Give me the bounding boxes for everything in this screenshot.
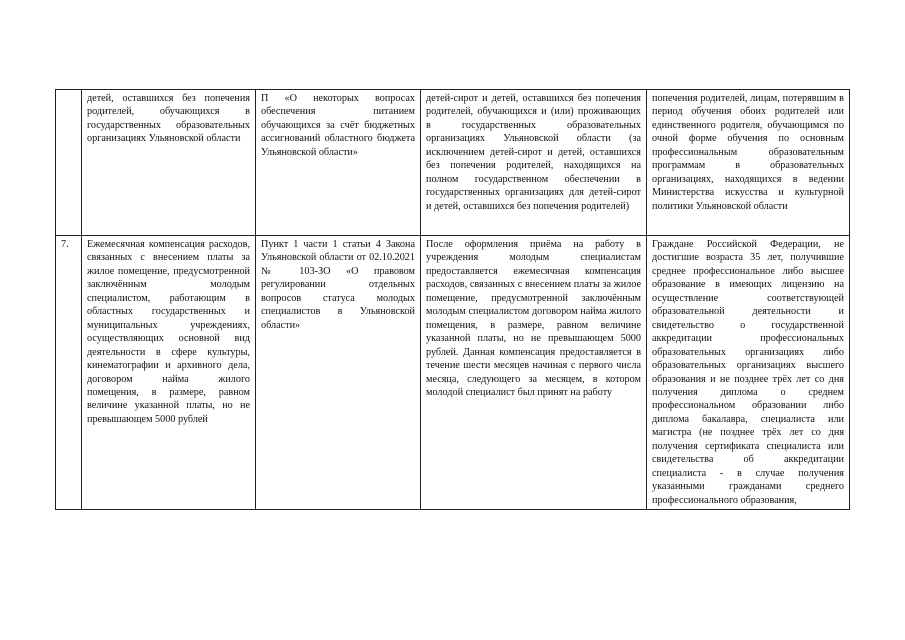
- benefit-description-cell: детей-сирот и детей, оставшихся без попечения родителей, обучающихся и (или) проживающих в государственных образовательных организациях Ульяновской области (за исключением детей-сирот и детей, оставшихся без попечения родителей, находящихся на полном государственном обеспечении в государственных организациях для детей-сирот и детей, оставшихся без попечения родителей): [421, 90, 647, 236]
- benefit-name-cell: Ежемесячная компенсация расходов, связанных с внесением платы за жилое помещение, предусмотренной заключённым молодым специалистом, работающим в областных государственных и муниципальных учреждениях, осуществляющих основной вид деятельности в сфере культуры, кинематографии и архивного дела, договором найма жилого помещения, в размере, равном величине указанной платы, но не превышающем 5000 рублей: [82, 236, 256, 510]
- table-row: [56, 90, 850, 236]
- row-number-cell: [56, 90, 82, 236]
- row-number-cell: 7.: [56, 236, 82, 510]
- benefit-name-cell: детей, оставшихся без попечения родителей, обучающихся в государственных образовательных организациях Ульяновской области: [82, 90, 256, 236]
- benefits-table: [55, 89, 850, 510]
- recipients-cell: попечения родителей, лицам, потерявшим в период обучения обоих родителей или единственного родителя, обучающимся по очной форме обучения по основным профессиональным образовательным программам в образовательных организациях, находящихся в ведении Министерства искусства и культурной политики Ульяновской области: [647, 90, 850, 236]
- benefit-description-cell: После оформления приёма на работу в учреждения молодым специалистам предоставляется ежемесячная компенсация расходов, связанных с внесением платы за жилое помещение, предусмотренной заключённым молодым специалистом договором найма жилого помещения, в размере, равном величине указанной платы, но не превышающем 5000 рублей. Данная компенсация предоставляется в течение шести месяцев начиная с первого числа месяца, следующего за месяцем, в котором молодой специалист был принят на работу: [421, 236, 647, 510]
- recipients-cell: Граждане Российской Федерации, не достигшие возраста 35 лет, получившие среднее профессиональное либо высшее образование в имеющих лицензию на осуществление соответствующей образовательной деятельности и свидетельство о государственной аккредитации профессиональных образовательных организациях либо образовательных организациях высшего образования и не позднее трёх лет со дня получения диплома о среднем профессиональном образовании либо диплома бакалавра, специалиста или магистра (не позднее трёх лет со дня получения сертификата специалиста или свидетельства об аккредитации специалиста - в случае получения указанными гражданами среднего профессионального образования,: [647, 236, 850, 510]
- table-row: [56, 236, 850, 510]
- legal-basis-cell: Пункт 1 части 1 статьи 4 Закона Ульяновской области от 02.10.2021 № 103-ЗО «О правовом регулировании отдельных вопросов статуса молодых специалистов в Ульяновской области»: [256, 236, 421, 510]
- legal-basis-cell: П «О некоторых вопросах обеспечения питанием обучающихся за счёт бюджетных ассигнований областного бюджета Ульяновской области»: [256, 90, 421, 236]
